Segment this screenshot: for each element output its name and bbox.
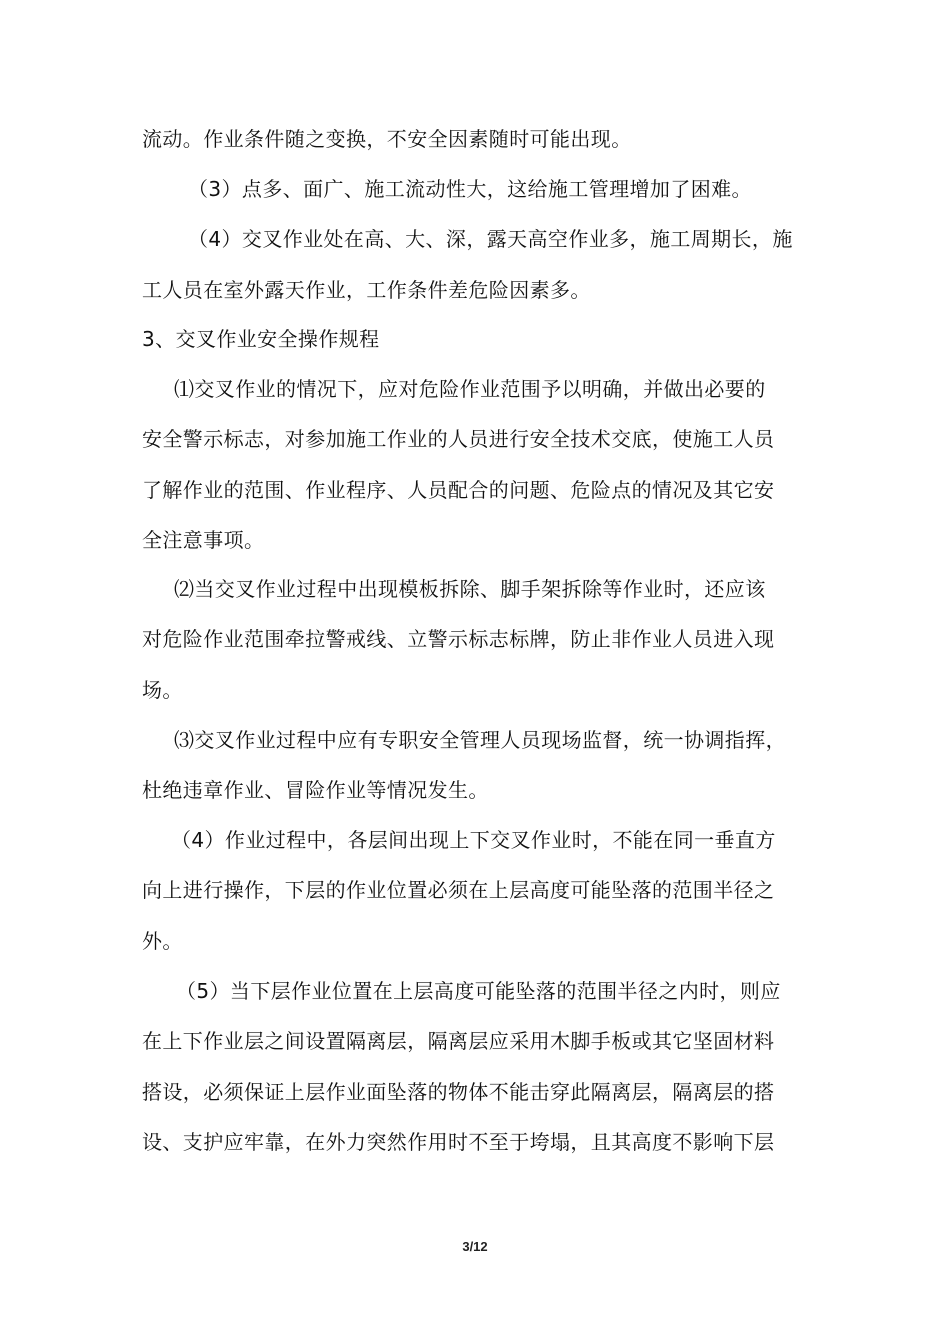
- section-heading: 3、交叉作业安全操作规程: [142, 327, 380, 351]
- page-number: 3/12: [462, 1239, 488, 1254]
- text-line: 对危险作业范围牵拉警戒线、立警示标志标牌，防止非作业人员进入现: [142, 627, 775, 651]
- text-line: ⑴交叉作业的情况下，应对危险作业范围予以明确，并做出必要的: [174, 377, 766, 401]
- text-line: 工人员在室外露天作业，工作条件差危险因素多。: [142, 278, 591, 302]
- text-line: 杜绝违章作业、冒险作业等情况发生。: [142, 778, 489, 802]
- text-line: 在上下作业层之间设置隔离层，隔离层应采用木脚手板或其它坚固材料: [142, 1029, 775, 1053]
- text-line: 搭设，必须保证上层作业面坠落的物体不能击穿此隔离层，隔离层的搭: [142, 1080, 775, 1104]
- text-line: 全注意事项。: [142, 528, 265, 552]
- text-line: 了解作业的范围、作业程序、人员配合的问题、危险点的情况及其它安: [142, 478, 775, 502]
- text-line: 安全警示标志，对参加施工作业的人员进行安全技术交底，使施工人员: [142, 427, 775, 451]
- text-line: 外。: [142, 929, 183, 953]
- text-line: （4）交叉作业处在高、大、深，露天高空作业多，施工周期长，施: [188, 227, 793, 251]
- text-line: （5）当下层作业位置在上层高度可能坠落的范围半径之内时，则应: [176, 979, 781, 1003]
- text-line: ⑶交叉作业过程中应有专职安全管理人员现场监督，统一协调指挥，: [174, 728, 786, 752]
- text-line: 流动。作业条件随之变换，不安全因素随时可能出现。: [142, 127, 632, 151]
- text-line: （3）点多、面广、施工流动性大，这给施工管理增加了困难。: [188, 177, 752, 201]
- text-line: 场。: [142, 678, 183, 702]
- text-line: （4）作业过程中，各层间出现上下交叉作业时，不能在同一垂直方: [171, 828, 776, 852]
- text-line: 设、支护应牢靠，在外力突然作用时不至于垮塌，且其高度不影响下层: [142, 1130, 775, 1154]
- text-line: 向上进行操作，下层的作业位置必须在上层高度可能坠落的范围半径之: [142, 878, 775, 902]
- text-line: ⑵当交叉作业过程中出现模板拆除、脚手架拆除等作业时，还应该: [174, 577, 766, 601]
